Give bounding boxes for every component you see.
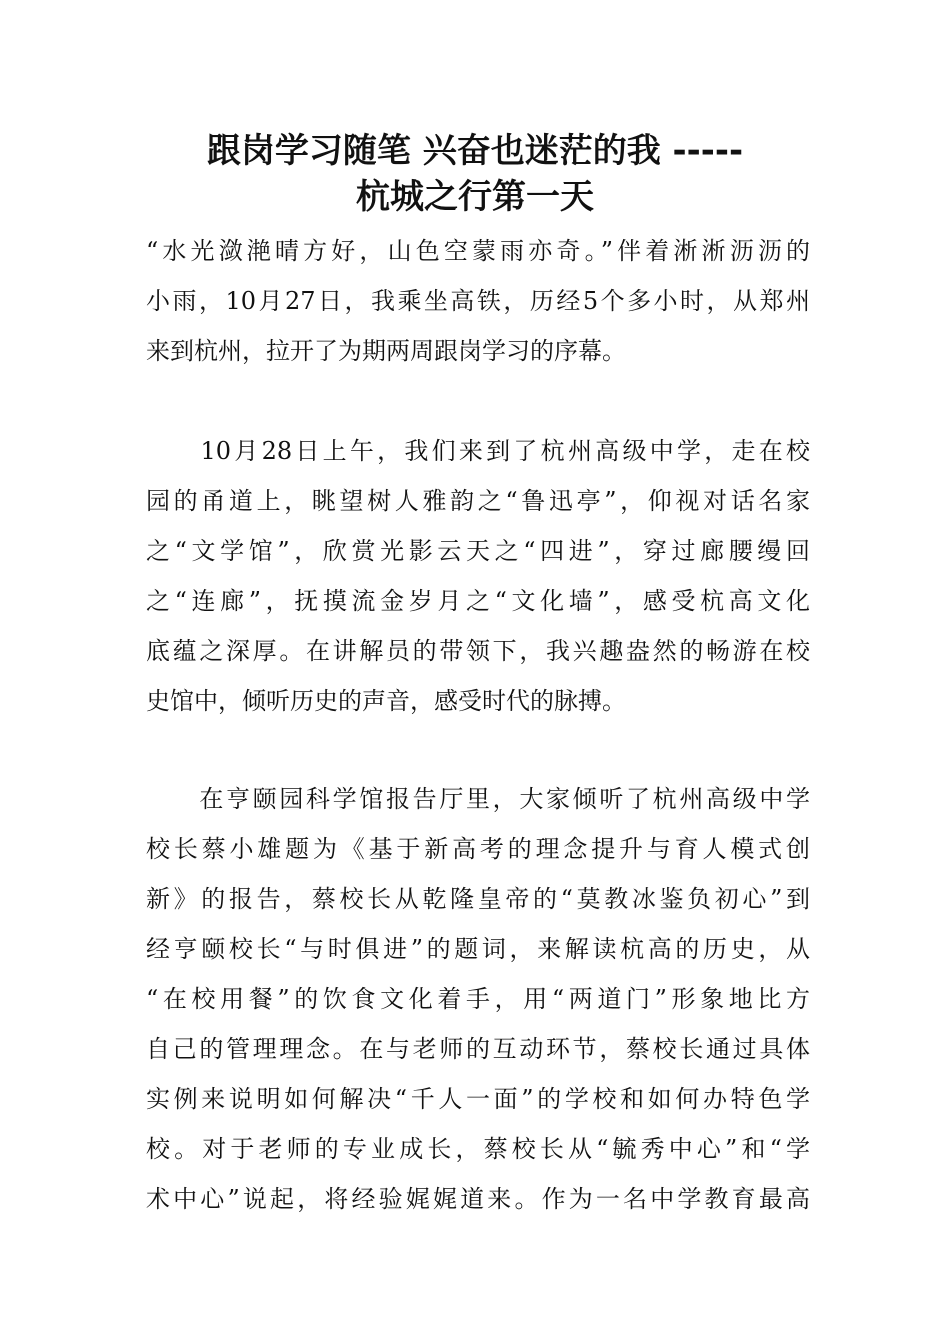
title-line-2: 杭城之行第一天 bbox=[356, 177, 594, 217]
paragraph-line: 来到杭州，拉开了为期两周跟岗学习的序幕。 bbox=[146, 337, 626, 365]
document-title bbox=[120, 128, 830, 220]
paragraph-line: 10月28日上午，我们来到了杭州高级中学，走在校 bbox=[146, 437, 810, 465]
paragraph-line: 之“连廊”，抚摸流金岁月之“文化墙”，感受杭高文化 bbox=[146, 587, 810, 615]
paragraph-1 bbox=[146, 226, 810, 376]
paragraph-2 bbox=[146, 426, 810, 726]
paragraph-line: 之“文学馆”，欣赏光影云天之“四进”，穿过廊腰缦回 bbox=[146, 537, 810, 565]
paragraph-3 bbox=[146, 774, 810, 1224]
paragraph-line: 校。对于老师的专业成长，蔡校长从“毓秀中心”和“学 bbox=[146, 1135, 810, 1163]
paragraph-line: 园的甬道上，眺望树人雅韵之“鲁迅亭”，仰视对话名家 bbox=[146, 487, 810, 515]
paragraph-line: 小雨，10月27日，我乘坐高铁，历经5个多小时，从郑州 bbox=[146, 287, 810, 315]
paragraph-line: 底蕴之深厚。在讲解员的带领下，我兴趣盎然的畅游在校 bbox=[146, 637, 810, 665]
paragraph-line: “在校用餐”的饮食文化着手，用“两道门”形象地比方 bbox=[146, 985, 810, 1013]
paragraph-line: 新》的报告，蔡校长从乾隆皇帝的“莫教冰鉴负初心”到 bbox=[146, 885, 810, 913]
paragraph-line: 在亨颐园科学馆报告厅里，大家倾听了杭州高级中学 bbox=[146, 785, 810, 813]
paragraph-line: 校长蔡小雄题为《基于新高考的理念提升与育人模式创 bbox=[146, 835, 810, 863]
paragraph-line: 术中心”说起，将经验娓娓道来。作为一名中学教育最高 bbox=[146, 1185, 810, 1213]
paragraph-line: 经亨颐校长“与时俱进”的题词，来解读杭高的历史，从 bbox=[146, 935, 810, 963]
paragraph-line: 史馆中，倾听历史的声音，感受时代的脉搏。 bbox=[146, 687, 626, 715]
paragraph-line: “水光潋滟晴方好，山色空蒙雨亦奇。”伴着淅淅沥沥的 bbox=[146, 237, 810, 265]
paragraph-line: 自己的管理理念。在与老师的互动环节，蔡校长通过具体 bbox=[146, 1035, 810, 1063]
title-line-1: 跟岗学习随笔 兴奋也迷茫的我 ----- bbox=[206, 131, 744, 171]
paragraph-line: 实例来说明如何解决“千人一面”的学校和如何办特色学 bbox=[146, 1085, 810, 1113]
